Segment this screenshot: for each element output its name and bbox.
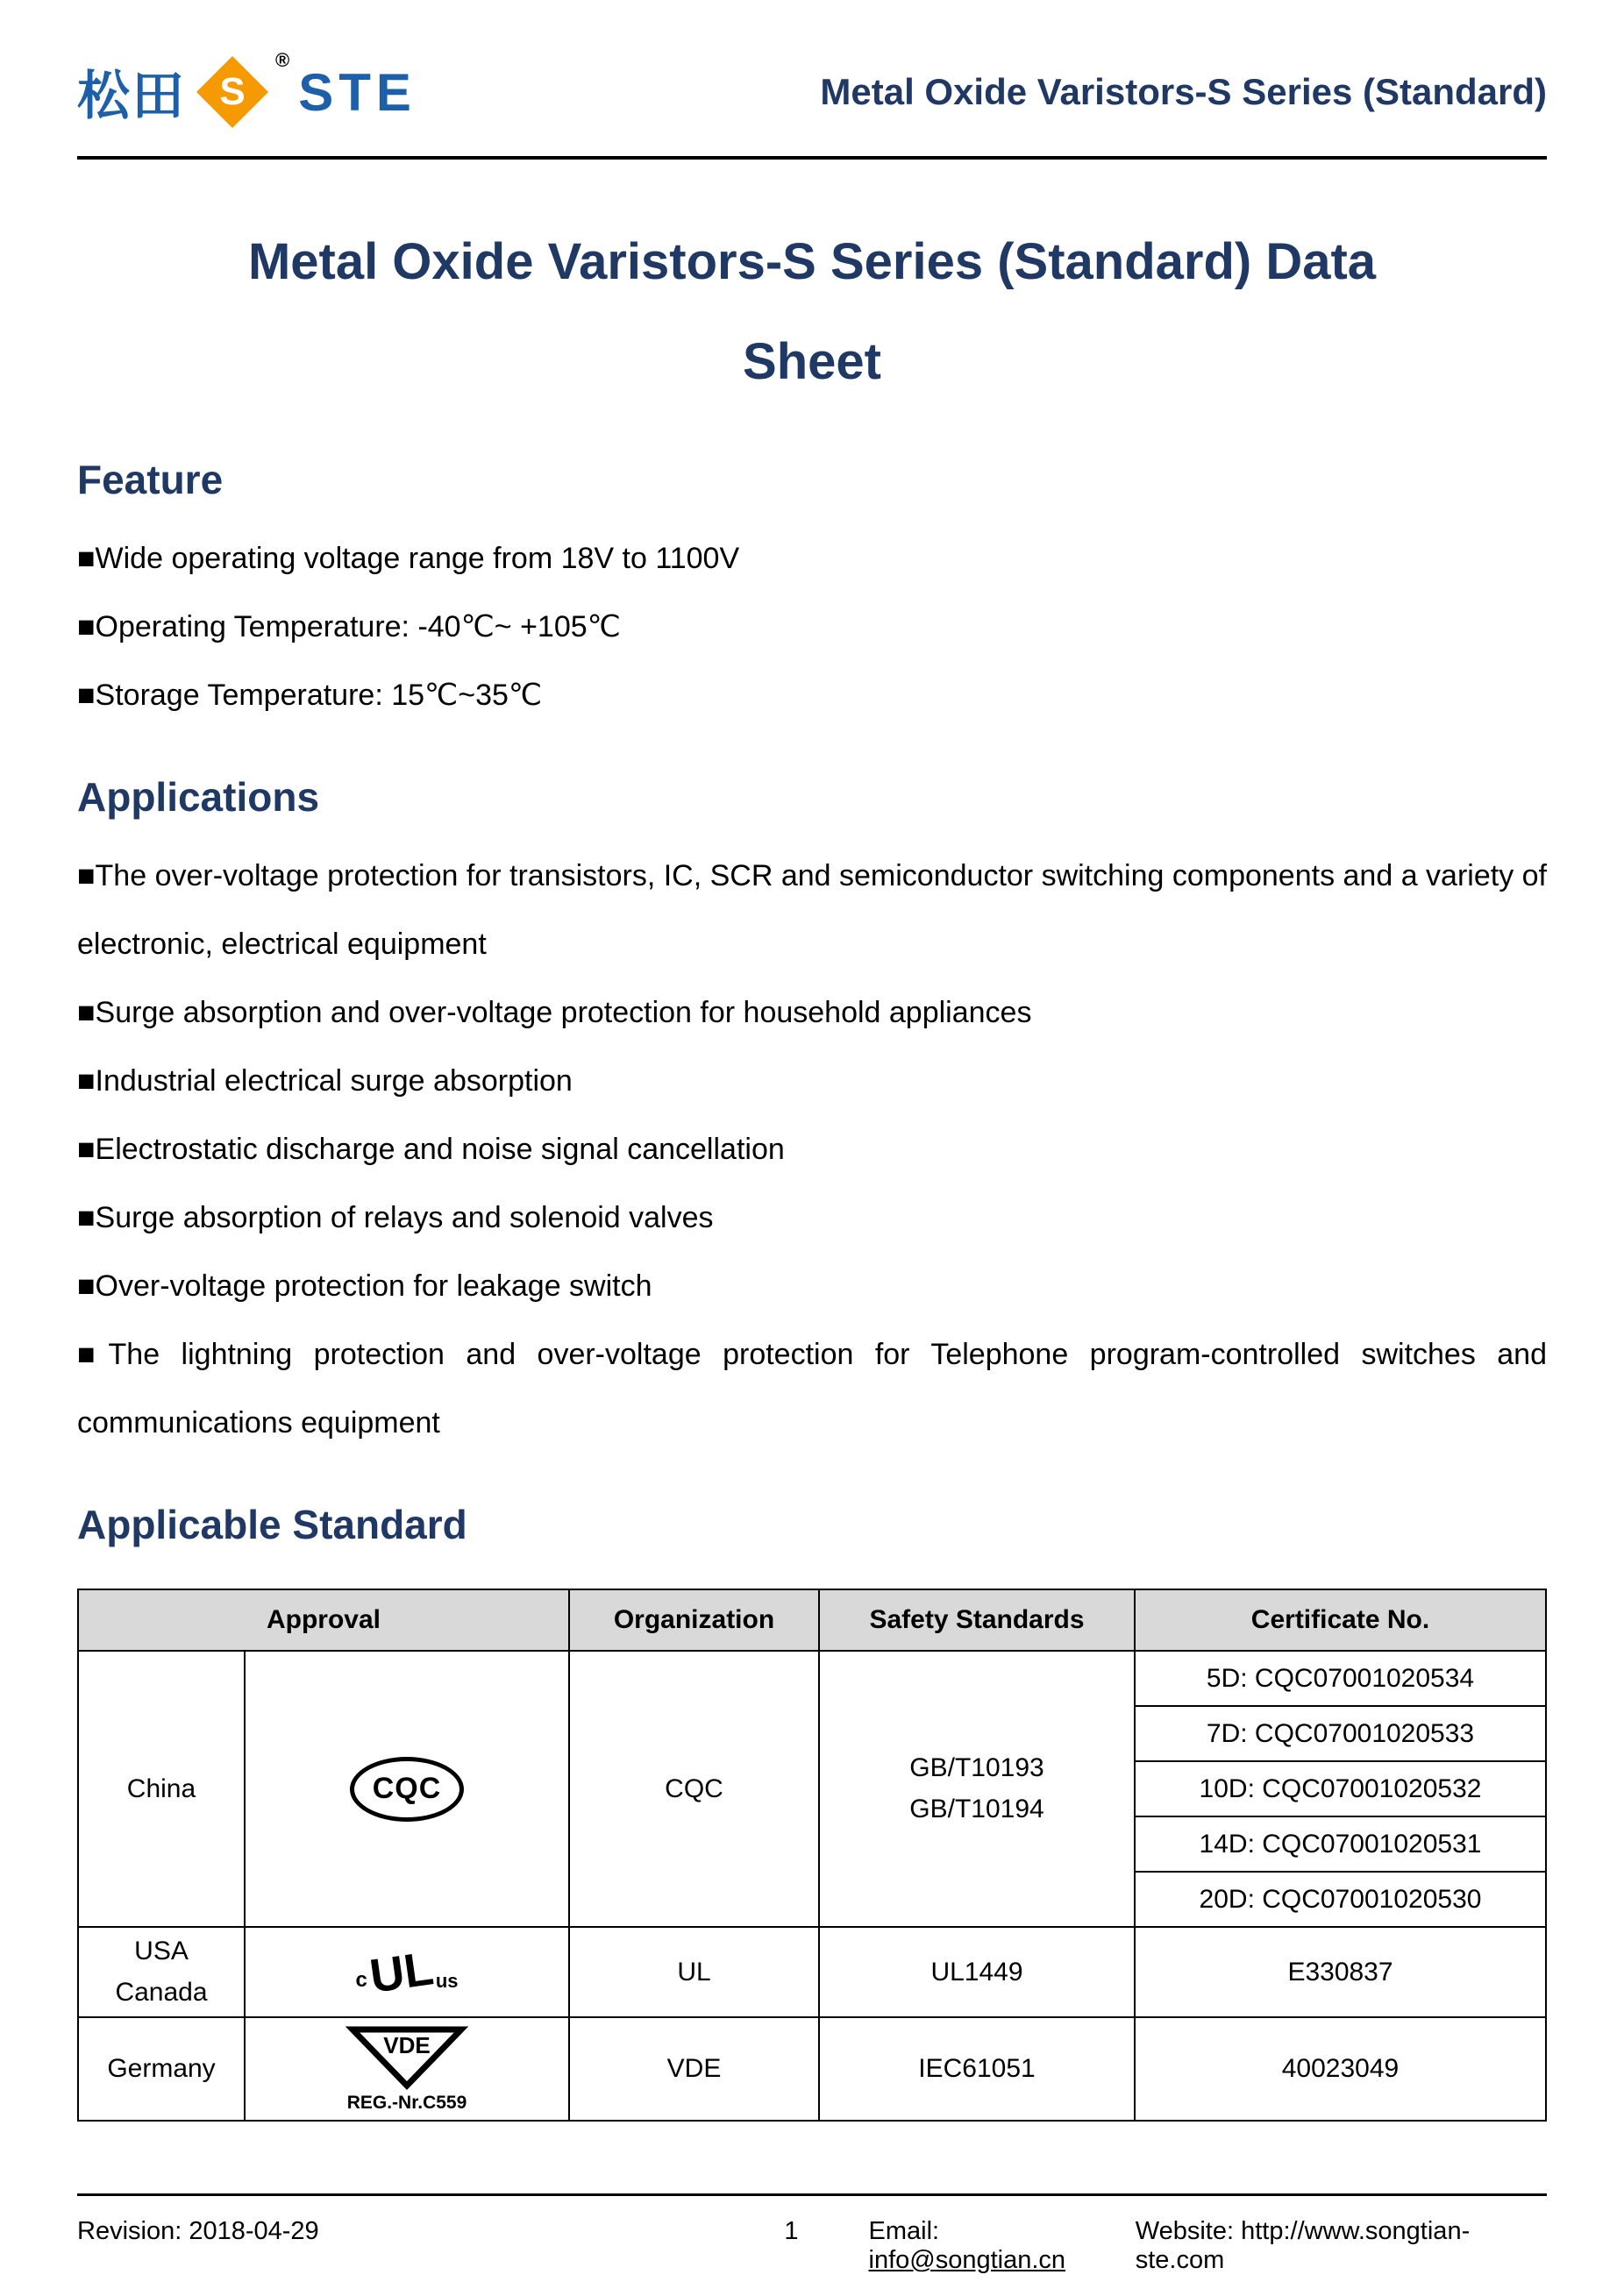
ul-logo-c: c	[355, 1967, 367, 1992]
header-divider	[77, 156, 1547, 160]
applications-heading: Applications	[77, 774, 320, 820]
feature-heading: Feature	[77, 457, 224, 502]
usa-organization-cell: UL	[569, 1927, 819, 2017]
document-title	[77, 212, 1547, 412]
feature-item: ■Wide operating voltage range from 18V to 1100V	[77, 542, 740, 575]
certificate-cell: 7D: CQC07001020533	[1135, 1706, 1546, 1761]
table-row-china	[78, 1651, 1546, 1706]
germany-certificate-cell: 40023049	[1135, 2017, 1546, 2121]
email-link[interactable]: info@songtian.cn	[868, 2246, 1066, 2274]
germany-logo-cell	[245, 2017, 569, 2121]
vde-logo-icon	[249, 2024, 565, 2114]
usa-country-line: USA	[134, 1937, 189, 1965]
certificate-cell: 14D: CQC07001020531	[1135, 1816, 1546, 1872]
vde-logo-text: VDE	[383, 2032, 431, 2058]
application-item: ■Surge absorption of relays and solenoid valves	[77, 1201, 714, 1234]
col-header-approval: Approval	[78, 1589, 569, 1651]
applications-list	[77, 842, 1547, 1457]
page-header	[77, 0, 1547, 151]
ul-logo-icon	[249, 1941, 565, 2003]
feature-item: ■Operating Temperature: -40℃~ +105℃	[77, 610, 621, 643]
registered-trademark-icon: ®	[275, 49, 290, 71]
table-row-germany	[78, 2017, 1546, 2121]
email-label: Email:	[868, 2217, 940, 2245]
col-header-safety-standards: Safety Standards	[819, 1589, 1135, 1651]
application-item: ■Over-voltage protection for leakage switch	[77, 1269, 652, 1303]
china-organization-cell: CQC	[569, 1651, 819, 1927]
document-title-line2: Sheet	[743, 333, 881, 390]
certificate-cell: 5D: CQC07001020534	[1135, 1651, 1546, 1706]
company-logo	[77, 49, 417, 130]
cqc-logo-icon	[350, 1757, 464, 1822]
application-item: ■Industrial electrical surge absorption	[77, 1064, 573, 1098]
application-item: ■The over-voltage protection for transistors, IC, SCR and semiconductor switching components and a variety of electronic, electrical equipment	[77, 859, 1547, 961]
header-title: Metal Oxide Varistors-S Series (Standard)	[820, 71, 1547, 112]
col-header-certificate-no: Certificate No.	[1135, 1589, 1546, 1651]
usa-logo-cell	[245, 1927, 569, 2017]
ul-logo-us: us	[435, 1969, 459, 1992]
china-standards-cell	[819, 1651, 1135, 1927]
vde-triangle-icon	[345, 2024, 468, 2091]
standards-table-wrap	[77, 1589, 1547, 2122]
table-header-row	[78, 1589, 1546, 1651]
usa-standards-cell: UL1449	[819, 1927, 1135, 2017]
page-footer	[77, 2193, 1547, 2275]
logo-s-letter: S	[219, 70, 246, 113]
application-item: ■The lightning protection and over-voltage protection for Telephone program-controlled switches and communications equipment	[77, 1338, 1547, 1439]
china-standard-line: GB/T10194	[909, 1794, 1044, 1823]
application-item: ■Electrostatic discharge and noise signal cancellation	[77, 1133, 785, 1166]
feature-item: ■Storage Temperature: 15℃~35℃	[77, 679, 543, 712]
usa-certificate-cell: E330837	[1135, 1927, 1546, 2017]
china-country-cell: China	[78, 1651, 245, 1927]
certificate-cell: 10D: CQC07001020532	[1135, 1761, 1546, 1816]
germany-organization-cell: VDE	[569, 2017, 819, 2121]
germany-standards-cell: IEC61051	[819, 2017, 1135, 2121]
logo-chinese-text: 松田	[77, 67, 186, 125]
logo-ste-text: STE	[298, 62, 417, 122]
standards-table	[77, 1589, 1547, 2122]
ul-logo-ul: UL	[367, 1941, 437, 2003]
cqc-logo-text: CQC	[372, 1772, 442, 1805]
applicable-standard-heading: Applicable Standard	[77, 1502, 467, 1547]
germany-country-cell: Germany	[78, 2017, 245, 2121]
revision-date: Revision: 2018-04-29	[77, 2217, 319, 2245]
certificate-cell: 20D: CQC07001020530	[1135, 1872, 1546, 1927]
footer-email	[869, 2217, 1136, 2275]
col-header-organization: Organization	[569, 1589, 819, 1651]
china-logo-cell	[245, 1651, 569, 1927]
document-title-line1: Metal Oxide Varistors-S Series (Standard) Data	[247, 233, 1377, 290]
usa-country-line: Canada	[115, 1977, 208, 2007]
logo-s-diamond-icon	[195, 54, 270, 130]
page-number: 1	[784, 2217, 799, 2245]
application-item: ■Surge absorption and over-voltage protection for household appliances	[77, 996, 1032, 1029]
usa-country-cell	[78, 1927, 245, 2017]
feature-list	[77, 524, 1547, 729]
footer-website: Website: http://www.songtian-ste.com	[1135, 2217, 1471, 2274]
vde-reg-number: REG.-Nr.C559	[346, 2093, 467, 2113]
china-standard-line: GB/T10193	[909, 1753, 1044, 1782]
table-row-usa-canada	[78, 1927, 1546, 2017]
